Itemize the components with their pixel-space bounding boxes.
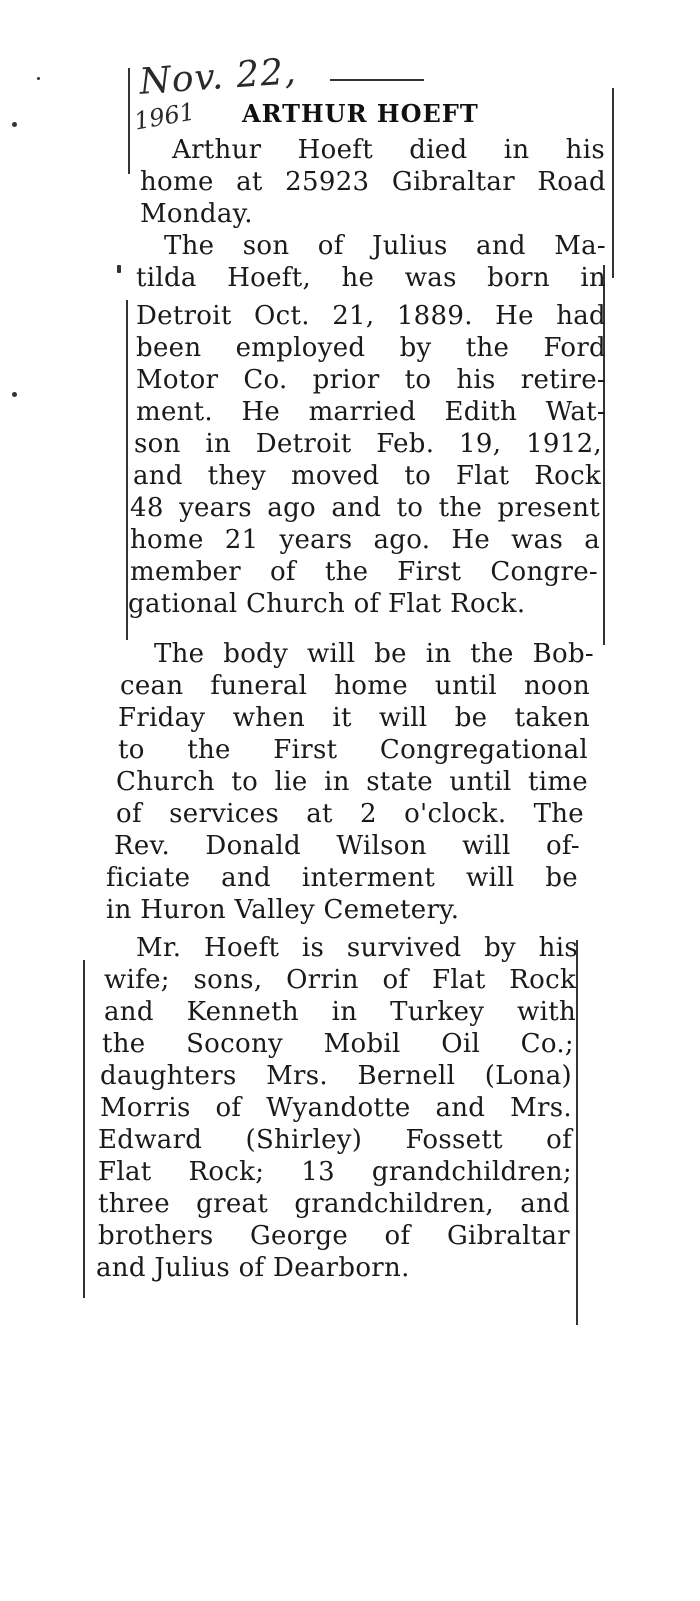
article-line: Church to lie in state until time [116, 767, 588, 797]
article-line: tilda Hoeft, he was born in [136, 263, 606, 293]
handwritten-date: Nov. 22, [138, 51, 298, 103]
article-line: home 21 years ago. He was a [130, 525, 600, 555]
article-line: home at 25923 Gibraltar Road [140, 167, 606, 197]
article-headline: ARTHUR HOEFT [242, 99, 479, 128]
article-line: Motor Co. prior to his retire- [136, 365, 606, 395]
article-line: and they moved to Flat Rock [133, 461, 601, 491]
article-line: been employed by the Ford [136, 333, 606, 363]
article-line: Flat Rock; 13 grandchildren; [98, 1157, 572, 1187]
article-line: wife; sons, Orrin of Flat Rock [104, 965, 576, 995]
article-line: brothers George of Gibraltar [98, 1221, 570, 1251]
article-line: son in Detroit Feb. 19, 1912, [134, 429, 602, 459]
clipping-edge-right-bottom [576, 940, 578, 1325]
article-line: to the First Congregational [118, 735, 588, 765]
headline-rule [330, 79, 424, 81]
article-line: Friday when it will be taken [118, 703, 590, 733]
article-line: ficiate and interment will be [106, 863, 578, 893]
article-line: three great grandchildren, and [98, 1189, 570, 1219]
article-line: Detroit Oct. 21, 1889. He had [136, 301, 606, 331]
article-line: Arthur Hoeft died in his [172, 135, 605, 165]
clipping-edge-right-top [612, 88, 614, 278]
article-line: Mr. Hoeft is survived by his [136, 933, 578, 963]
article-line: Morris of Wyandotte and Mrs. [100, 1093, 572, 1123]
article-line: of services at 2 o'clock. The [116, 799, 584, 829]
scan-speck [37, 77, 40, 80]
article-line: 48 years ago and to the present [130, 493, 600, 523]
clipping-edge-left-bottom [83, 960, 85, 1298]
scan-speck [12, 392, 17, 397]
article-line: cean funeral home until noon [120, 671, 590, 701]
article-line: Edward (Shirley) Fossett of [98, 1125, 572, 1155]
scan-speck [12, 122, 17, 127]
article-line: The body will be in the Bob- [154, 639, 594, 669]
article-line: daughters Mrs. Bernell (Lona) [100, 1061, 572, 1091]
handwritten-year: 1961 [132, 97, 198, 136]
clipping-edge-left-top [128, 68, 130, 174]
article-line: the Socony Mobil Oil Co.; [102, 1029, 574, 1059]
article-line: Monday. [140, 199, 253, 229]
article-line: ment. He married Edith Wat- [136, 397, 606, 427]
article-line: and Kenneth in Turkey with [104, 997, 576, 1027]
scan-speck [117, 265, 121, 273]
article-line: The son of Julius and Ma- [164, 231, 606, 261]
article-line: Rev. Donald Wilson will of- [114, 831, 580, 861]
article-line: member of the First Congre- [130, 557, 598, 587]
article-line: gational Church of Flat Rock. [128, 589, 526, 619]
article-line: and Julius of Dearborn. [96, 1253, 410, 1283]
article-line: in Huron Valley Cemetery. [106, 895, 460, 925]
